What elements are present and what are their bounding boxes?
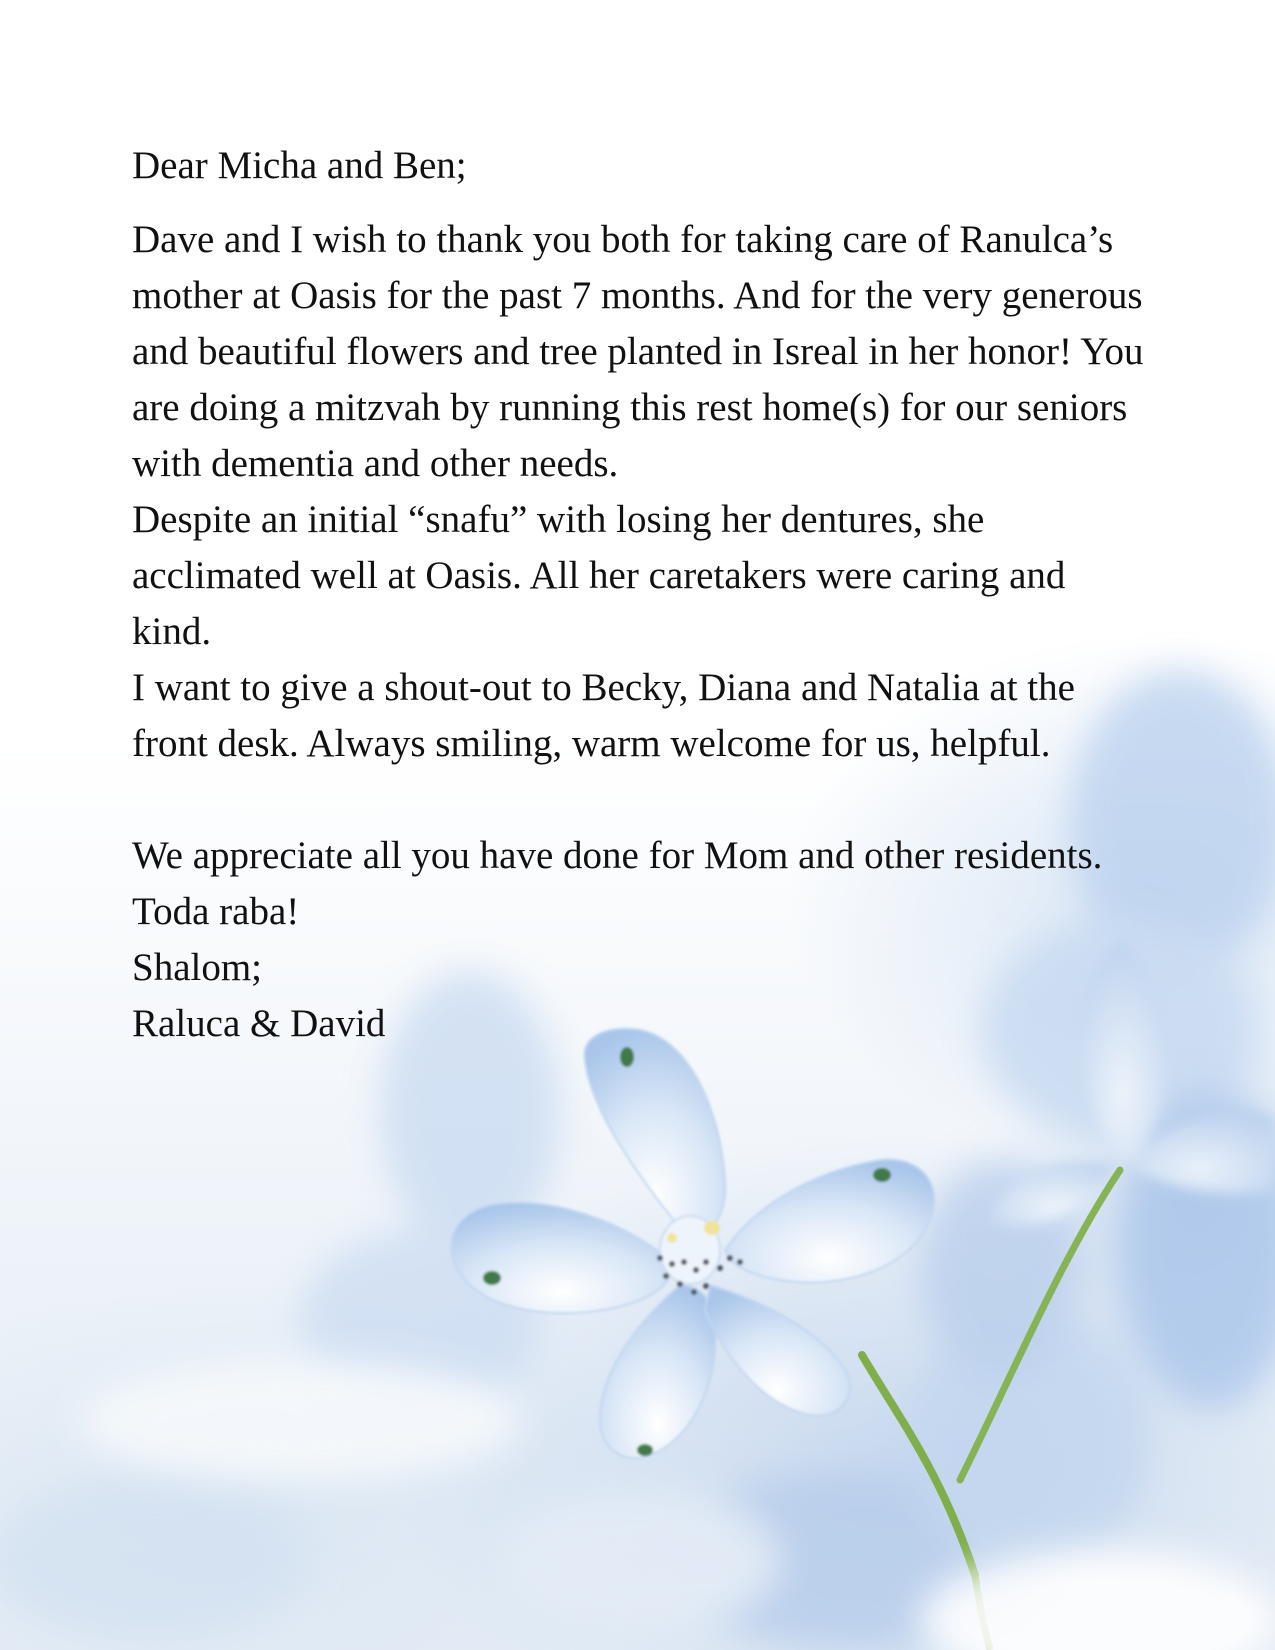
letter-sign-off: Shalom; <box>132 946 263 989</box>
letter-salutation: Dear Micha and Ben; <box>132 144 467 187</box>
letter-paragraph-1: Dave and I wish to thank you both for taking care of Ranulca’s mother at Oasis for the past 7 months. And for the very generous and beautiful flowers and tree planted in Isreal in her honor! You are doing a mitzvah by running this rest home(s) for our seniors with dementia and other needs. <box>132 218 1144 485</box>
letter-body <box>132 138 1152 1052</box>
letter-signature: Raluca & David <box>132 1002 386 1045</box>
letter-paragraph-2: Despite an initial “snafu” with losing her dentures, she acclimated well at Oasis. All her caretakers were caring and kind. <box>132 498 1066 653</box>
letter-closing-paragraph: We appreciate all you have done for Mom and other residents. Toda raba! <box>132 834 1103 933</box>
paragraph-spacer <box>132 772 1152 828</box>
letter-paragraph-3: I want to give a shout-out to Becky, Diana and Natalia at the front desk. Always smiling, warm welcome for us, helpful. <box>132 666 1075 765</box>
